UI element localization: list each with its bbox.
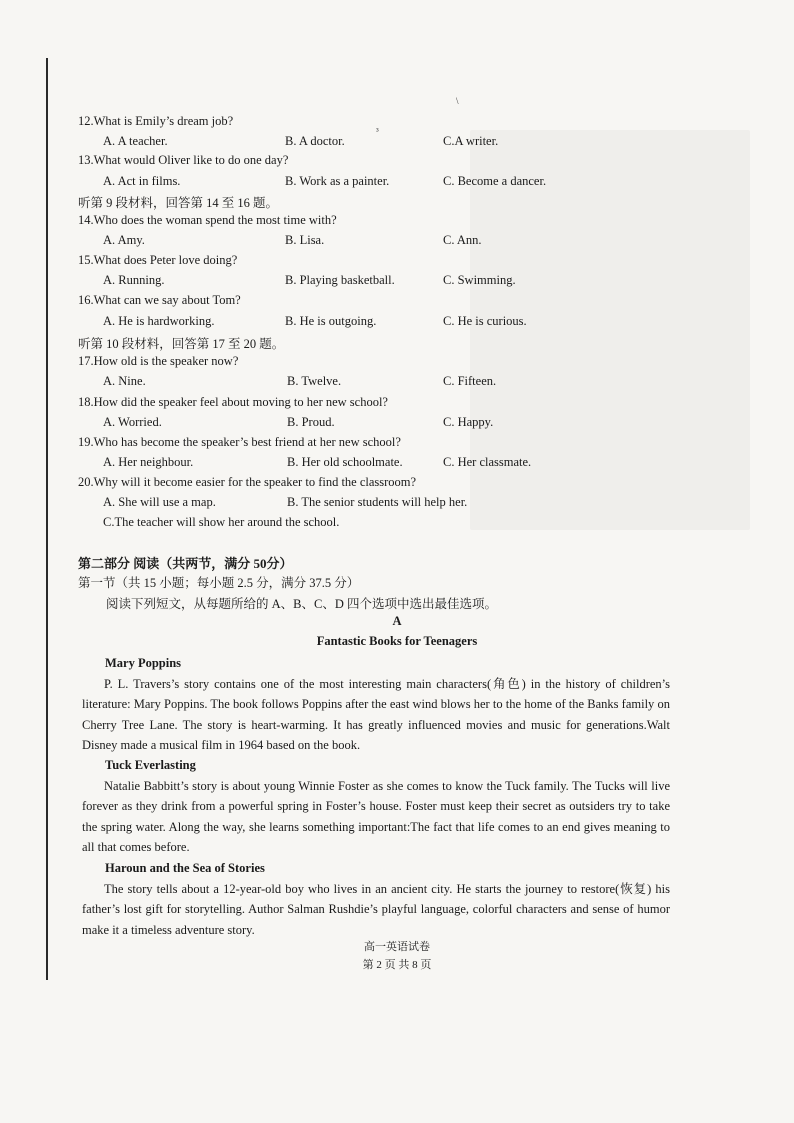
q15-option-c: C. Swimming. [443, 273, 516, 287]
q20-option-b: B. The senior students will help her. [287, 495, 468, 509]
footer-exam-name: 高一英语试卷 [364, 941, 430, 953]
q19-option-c: C. Her classmate. [443, 455, 532, 469]
book-paragraph-3: The story tells about a 12-year-old boy who lives in an ancient city. He starts the journey to restore(恢复) his father’s lost gift for storytelling. Author Salman Rushdie’s playful language, colorful characters and sense of humor make it a timeless adventure story. [82, 882, 670, 937]
q19-option-b: B. Her old schoolmate. [287, 455, 403, 469]
q12-option-a: A. A teacher. [103, 134, 168, 148]
q14-option-c: C. Ann. [443, 233, 482, 247]
reading-instruction: 阅读下列短文，从每题所给的 A、B、C、D 四个选项中选出最佳选项。 [106, 597, 497, 611]
question-16: 16.What can we say about Tom? [78, 293, 241, 307]
question-19: 19.Who has become the speaker’s best friend at her new school? [78, 435, 401, 449]
page-edge-line [46, 58, 48, 980]
question-17: 17.How old is the speaker now? [78, 354, 239, 368]
q13-option-b: B. Work as a painter. [285, 174, 390, 188]
q12-option-c: C.A writer. [443, 134, 499, 148]
question-12: 12.What is Emily’s dream job? [78, 114, 234, 128]
passage-letter: A [392, 614, 402, 628]
book-paragraph-2: Natalie Babbitt’s story is about young Winnie Foster as she comes to know the Tuck family. The Tucks will live forever as they drink from a powerful spring in Foster’s house. Foster must keep their secret as outsiders try to take the spring water. Along the way, she learns something important:The fact that life comes to an end gives meaning to all that comes before. [82, 779, 670, 854]
stray-dot: ³ [376, 126, 379, 136]
q14-option-b: B. Lisa. [285, 233, 325, 247]
q19-option-a: A. Her neighbour. [103, 455, 194, 469]
instruction-material-10: 听第 10 段材料，回答第 17 至 20 题。 [78, 337, 285, 351]
book-paragraph-1: P. L. Travers’s story contains one of the most interesting main characters(角色) in the history of children’s literature: Mary Poppins. The book follows Poppins after the east wind blows her to the home of the Banks family on Cherry Tree Lane. The story is heart-warming. It has greatly influenced movies and music for generations.Walt Disney made a musical film in 1964 based on the book. [82, 677, 670, 752]
footer-page-info: 第 2 页 共 8 页 [362, 959, 432, 971]
q18-option-b: B. Proud. [287, 415, 335, 429]
q13-option-a: A. Act in films. [103, 174, 181, 188]
q13-option-c: C. Become a dancer. [443, 174, 547, 188]
book-title-1: Mary Poppins [105, 656, 182, 670]
q14-option-a: A. Amy. [103, 233, 145, 247]
question-15: 15.What does Peter love doing? [78, 253, 238, 267]
question-18: 18.How did the speaker feel about moving to her new school? [78, 395, 388, 409]
q12-option-b: B. A doctor. [285, 134, 345, 148]
q18-option-a: A. Worried. [103, 415, 162, 429]
q17-option-b: B. Twelve. [287, 374, 342, 388]
q15-option-b: B. Playing basketball. [285, 273, 395, 287]
book-title-3: Haroun and the Sea of Stories [105, 861, 265, 875]
q20-option-c: C.The teacher will show her around the school. [103, 515, 340, 529]
stray-mark: \ [456, 96, 459, 106]
q15-option-a: A. Running. [103, 273, 165, 287]
q17-option-a: A. Nine. [103, 374, 146, 388]
question-20: 20.Why will it become easier for the speaker to find the classroom? [78, 475, 417, 489]
question-14: 14.Who does the woman spend the most time with? [78, 213, 337, 227]
q16-option-b: B. He is outgoing. [285, 314, 377, 328]
section-one-title: 第一节（共 15 小题；每小题 2.5 分，满分 37.5 分） [78, 576, 360, 590]
bleed-through [470, 130, 750, 530]
part-two-title: 第二部分 阅读（共两节，满分 50分） [78, 556, 293, 571]
book-title-2: Tuck Everlasting [105, 758, 196, 772]
question-13: 13.What would Oliver like to do one day? [78, 153, 289, 167]
q16-option-a: A. He is hardworking. [103, 314, 215, 328]
q17-option-c: C. Fifteen. [443, 374, 497, 388]
q20-option-a: A. She will use a map. [103, 495, 216, 509]
passage-title: Fantastic Books for Teenagers [316, 634, 478, 648]
q16-option-c: C. He is curious. [443, 314, 527, 328]
q18-option-c: C. Happy. [443, 415, 494, 429]
instruction-material-9: 听第 9 段材料，回答第 14 至 16 题。 [78, 196, 279, 210]
